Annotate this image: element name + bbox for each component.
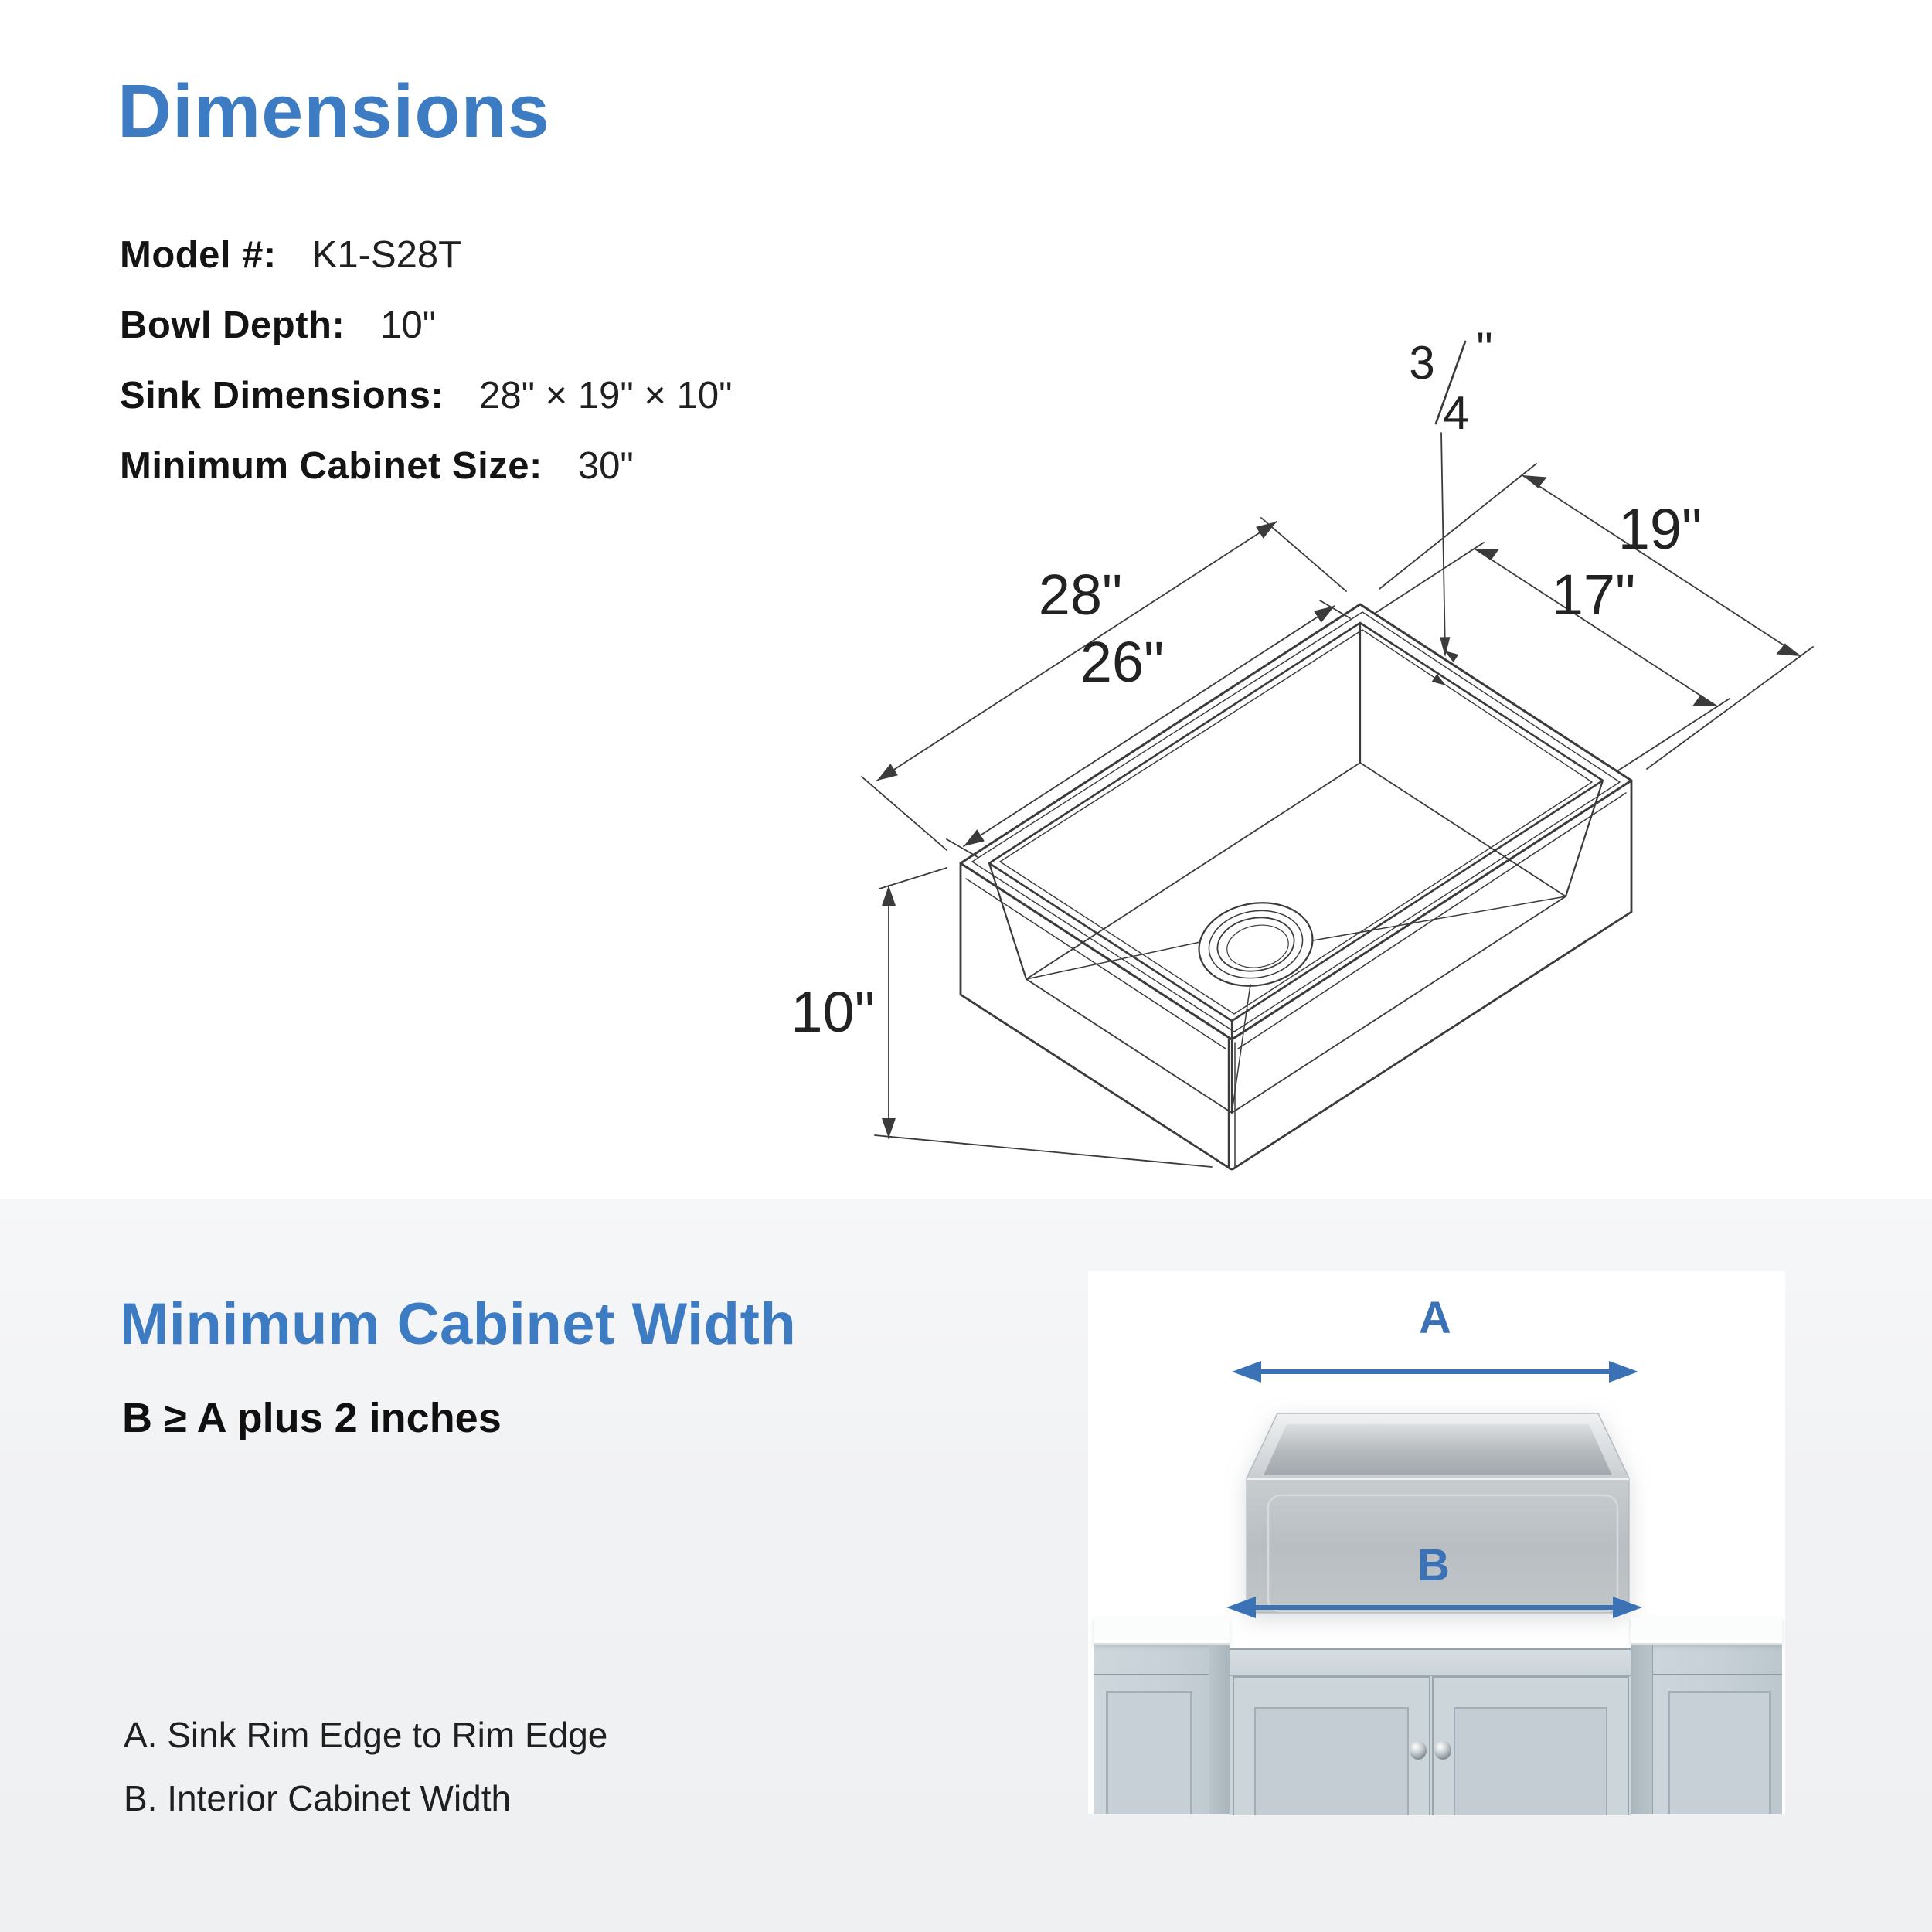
sink-rim bbox=[961, 604, 1631, 1039]
dim-17-label: 17" bbox=[1551, 563, 1636, 627]
spec-value: K1-S28T bbox=[311, 234, 462, 276]
dim-10-label: 10" bbox=[791, 980, 875, 1044]
spec-value: 10" bbox=[380, 304, 437, 346]
sink-technical-drawing bbox=[788, 325, 1893, 1194]
cabinet-width-illustration bbox=[1088, 1271, 1785, 1814]
frac-numerator: 3 bbox=[1409, 337, 1435, 389]
spec-label: Minimum Cabinet Size: bbox=[120, 445, 543, 487]
page-title: Dimensions bbox=[117, 69, 550, 153]
frac-unit: " bbox=[1476, 325, 1493, 375]
spec-label: Model #: bbox=[120, 234, 277, 276]
legend bbox=[124, 1703, 607, 1830]
marker-b-label: B bbox=[1417, 1540, 1450, 1590]
legend-item-a: A. Sink Rim Edge to Rim Edge bbox=[124, 1715, 608, 1755]
spec-list bbox=[120, 233, 733, 515]
marker-a-label: A bbox=[1419, 1293, 1451, 1343]
section-title: Minimum Cabinet Width bbox=[120, 1291, 797, 1357]
legend-item-b: B. Interior Cabinet Width bbox=[124, 1778, 512, 1818]
dim-19-label: 19" bbox=[1617, 497, 1702, 561]
spec-value: 30" bbox=[577, 445, 634, 487]
spec-value: 28" × 19" × 10" bbox=[479, 375, 733, 417]
cabinet-width-formula: B ≥ A plus 2 inches bbox=[122, 1395, 502, 1441]
spec-label: Bowl Depth: bbox=[120, 304, 345, 346]
spec-row-min-cabinet bbox=[120, 444, 733, 515]
dim-26-label: 26" bbox=[1080, 630, 1165, 694]
dimension-b bbox=[1226, 1597, 1642, 1618]
dimension-rim-thickness bbox=[1409, 325, 1492, 685]
spec-label: Sink Dimensions: bbox=[120, 375, 444, 417]
spec-row-model bbox=[120, 233, 733, 304]
minimum-cabinet-width-section bbox=[0, 1199, 1932, 1932]
frac-denominator: 4 bbox=[1443, 387, 1469, 439]
spec-row-bowl-depth bbox=[120, 304, 733, 374]
spec-row-sink-dimensions bbox=[120, 374, 733, 444]
dimension-a bbox=[1232, 1361, 1638, 1383]
dim-28-label: 28" bbox=[1038, 563, 1123, 627]
measurement-overlay bbox=[1088, 1271, 1785, 1814]
